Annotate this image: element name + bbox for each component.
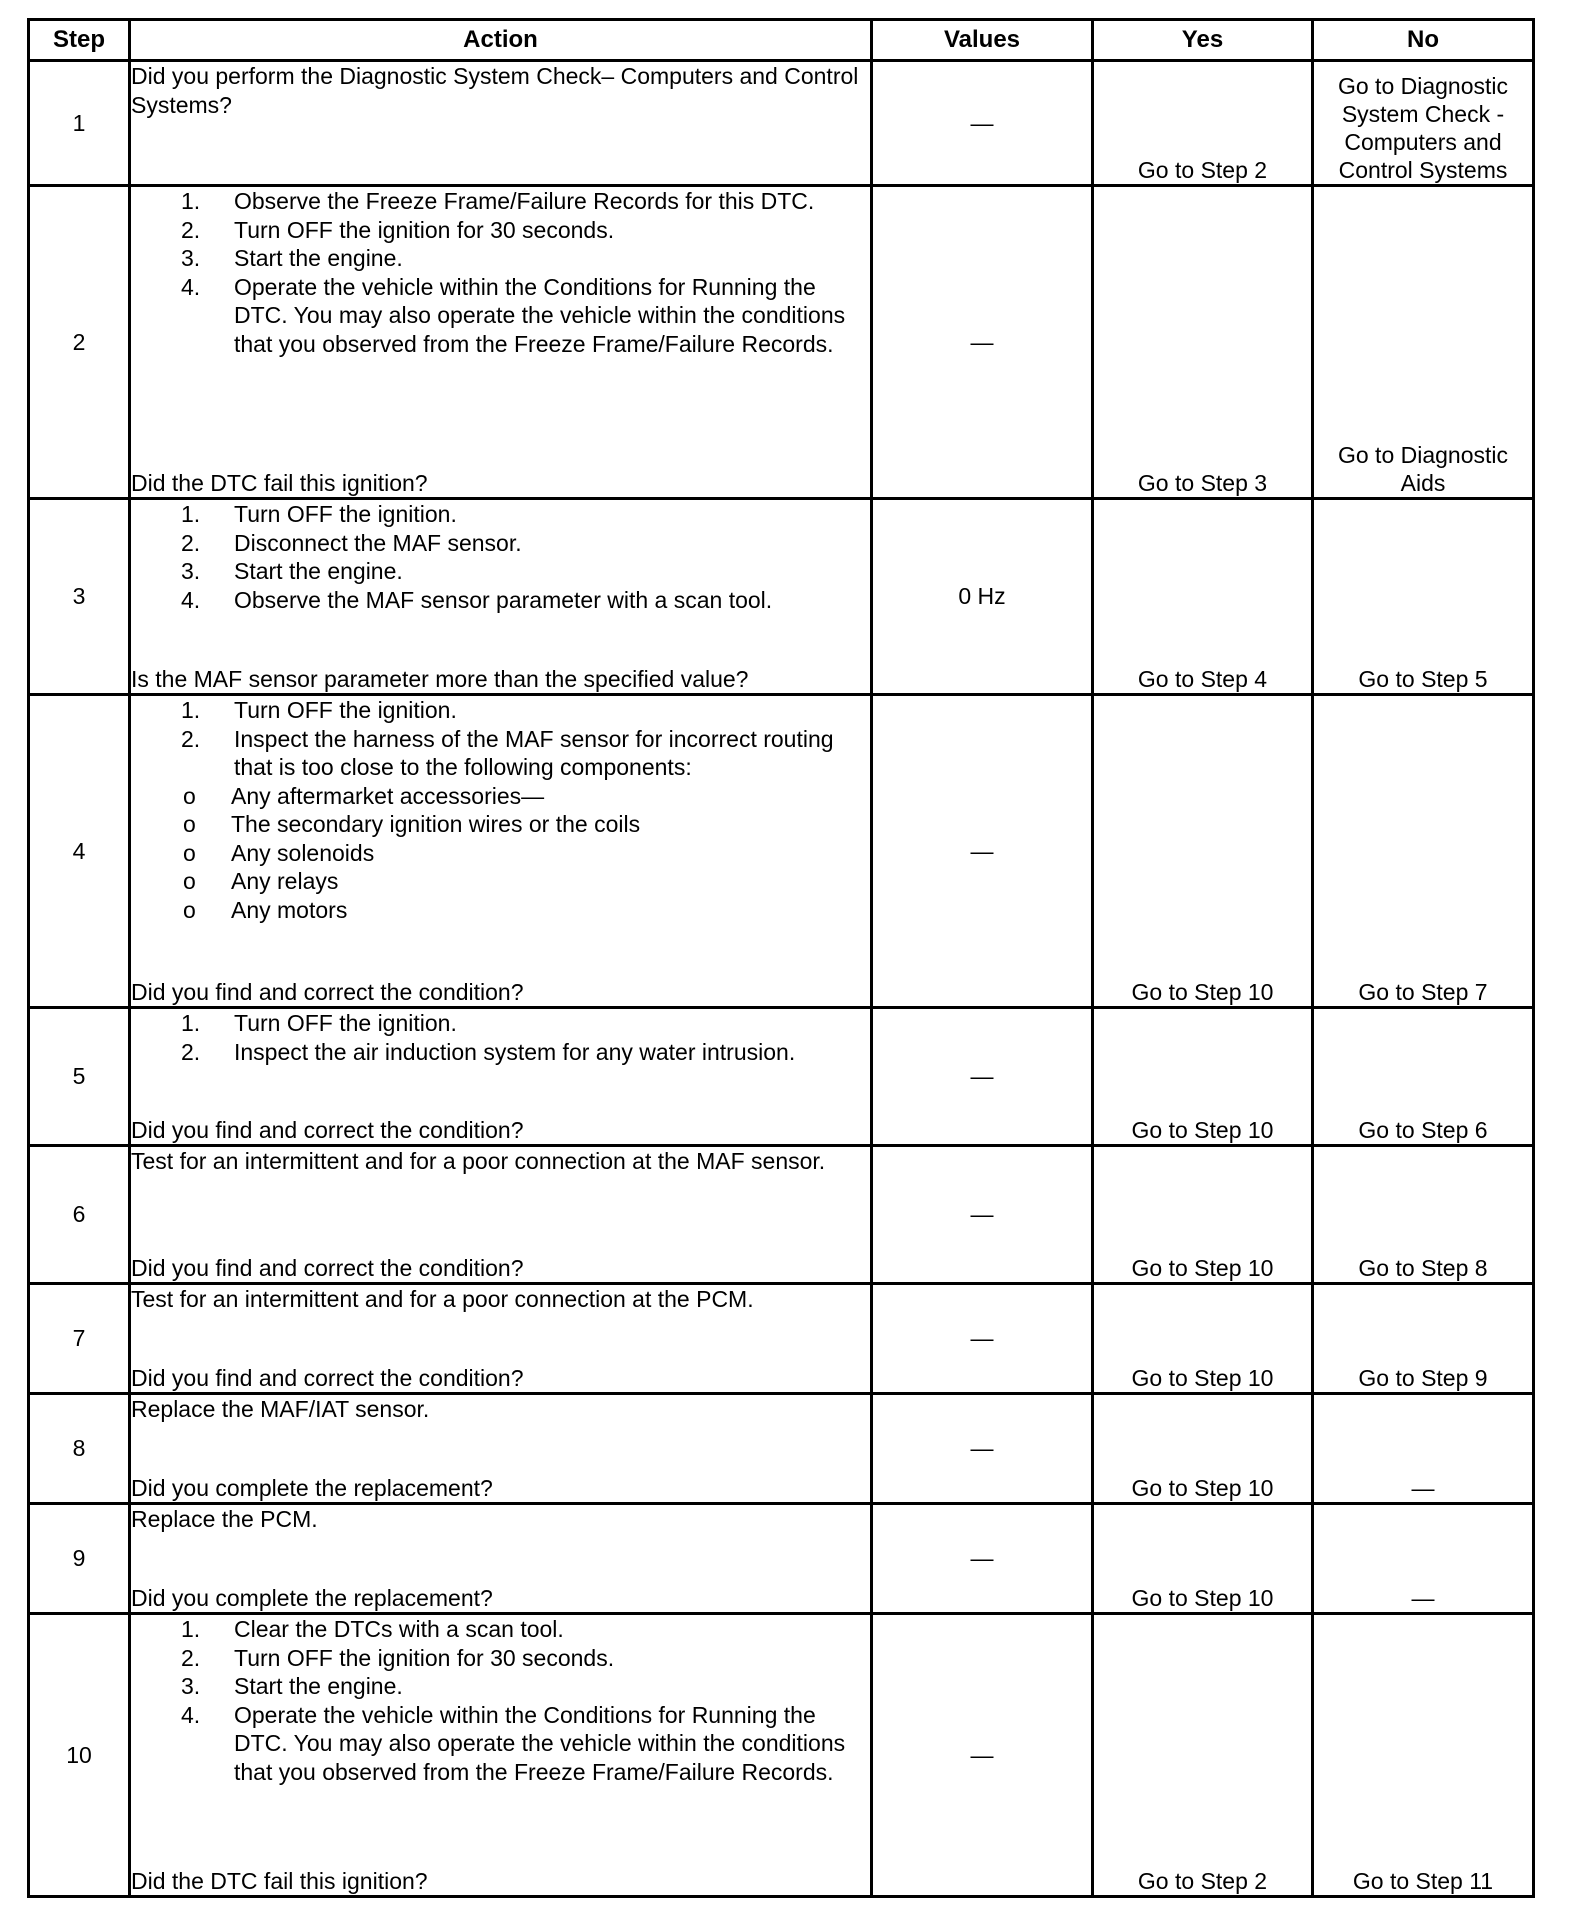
value-cell: — xyxy=(872,1284,1093,1394)
step-number: 8 xyxy=(29,1394,130,1504)
table-row xyxy=(29,1008,1534,1146)
component-item: o Any solenoids xyxy=(131,839,870,868)
no-cell: Go to Diagnostic Aids xyxy=(1313,186,1534,499)
action-steps-list xyxy=(131,696,870,782)
action-question: Did you find and correct the condition? xyxy=(131,1254,524,1281)
value-cell: — xyxy=(872,186,1093,499)
value-cell: — xyxy=(872,1614,1093,1897)
yes-cell: Go to Step 10 xyxy=(1093,1394,1313,1504)
action-cell xyxy=(130,1394,872,1504)
no-cell: — xyxy=(1313,1394,1534,1504)
action-step: 1. Turn OFF the ignition. xyxy=(131,500,870,529)
table-row xyxy=(29,1504,1534,1614)
yes-cell: Go to Step 10 xyxy=(1093,1284,1313,1394)
value-cell: — xyxy=(872,1146,1093,1284)
action-body xyxy=(131,1009,870,1066)
header-no: No xyxy=(1313,20,1534,61)
action-body xyxy=(131,62,870,119)
action-step: 1. Clear the DTCs with a scan tool. xyxy=(131,1615,870,1644)
header-row xyxy=(29,20,1534,61)
step-number: 1 xyxy=(29,61,130,186)
action-body xyxy=(131,187,870,358)
action-content xyxy=(131,1285,870,1392)
action-steps-list xyxy=(131,1009,870,1066)
action-text: Test for an intermittent and for a poor connection at the MAF sensor. xyxy=(131,1148,826,1174)
action-content xyxy=(131,1009,870,1144)
action-content xyxy=(131,500,870,693)
action-text: Did you perform the Diagnostic System Check– Computers and Control Systems? xyxy=(131,63,859,118)
table-row xyxy=(29,1284,1534,1394)
step-number: 5 xyxy=(29,1008,130,1146)
value-cell: 0 Hz xyxy=(872,499,1093,695)
table-row xyxy=(29,1146,1534,1284)
value-cell: — xyxy=(872,695,1093,1008)
action-body xyxy=(131,1395,870,1424)
action-cell xyxy=(130,186,872,499)
action-step: 3. Start the engine. xyxy=(131,1672,870,1701)
component-item: o Any motors xyxy=(131,896,870,925)
action-question: Did you find and correct the condition? xyxy=(131,978,524,1005)
component-item: o Any aftermarket accessories— xyxy=(131,782,870,811)
action-step: 4. Operate the vehicle within the Conditions for Running the DTC. You may also operate the vehicle within the conditions that you observed from the Freeze Frame/Failure Records. xyxy=(131,273,870,359)
yes-cell: Go to Step 4 xyxy=(1093,499,1313,695)
step-number: 4 xyxy=(29,695,130,1008)
step-number: 3 xyxy=(29,499,130,695)
table-row xyxy=(29,1394,1534,1504)
action-content xyxy=(131,1147,870,1282)
header-values: Values xyxy=(872,20,1093,61)
yes-cell: Go to Step 10 xyxy=(1093,1008,1313,1146)
action-text: Replace the PCM. xyxy=(131,1506,318,1532)
action-step: 2. Inspect the harness of the MAF sensor for incorrect routing that is too close to the following components: xyxy=(131,725,870,782)
table-row xyxy=(29,695,1534,1008)
component-list xyxy=(131,782,870,925)
step-number: 6 xyxy=(29,1146,130,1284)
component-item: o Any relays xyxy=(131,867,870,896)
header-action: Action xyxy=(130,20,872,61)
value-cell: — xyxy=(872,1008,1093,1146)
action-step: 1. Turn OFF the ignition. xyxy=(131,1009,870,1038)
header-step: Step xyxy=(29,20,130,61)
action-steps-list xyxy=(131,500,870,614)
action-question: Did the DTC fail this ignition? xyxy=(131,1867,428,1894)
action-text: Replace the MAF/IAT sensor. xyxy=(131,1396,430,1422)
action-content xyxy=(131,1615,870,1895)
value-cell: — xyxy=(872,1394,1093,1504)
action-text: Test for an intermittent and for a poor connection at the PCM. xyxy=(131,1286,754,1312)
action-body xyxy=(131,696,870,924)
value-cell: — xyxy=(872,1504,1093,1614)
value-cell: — xyxy=(872,61,1093,186)
action-content xyxy=(131,696,870,1006)
action-step: 1. Turn OFF the ignition. xyxy=(131,696,870,725)
step-number: 10 xyxy=(29,1614,130,1897)
table-row xyxy=(29,61,1534,186)
no-cell: — xyxy=(1313,1504,1534,1614)
yes-cell: Go to Step 10 xyxy=(1093,695,1313,1008)
no-cell: Go to Diagnostic System Check - Computers and Control Systems xyxy=(1313,61,1534,186)
action-body xyxy=(131,1285,870,1314)
action-content xyxy=(131,1505,870,1612)
action-step: 2. Disconnect the MAF sensor. xyxy=(131,529,870,558)
action-cell xyxy=(130,1614,872,1897)
table-row xyxy=(29,1614,1534,1897)
action-content xyxy=(131,187,870,497)
no-cell: Go to Step 5 xyxy=(1313,499,1534,695)
action-step: 4. Operate the vehicle within the Conditions for Running the DTC. You may also operate the vehicle within the conditions that you observed from the Freeze Frame/Failure Records. xyxy=(131,1701,870,1787)
no-cell: Go to Step 8 xyxy=(1313,1146,1534,1284)
action-body xyxy=(131,1147,870,1176)
action-body xyxy=(131,1615,870,1786)
yes-cell: Go to Step 2 xyxy=(1093,1614,1313,1897)
step-number: 9 xyxy=(29,1504,130,1614)
action-step: 2. Turn OFF the ignition for 30 seconds. xyxy=(131,1644,870,1673)
action-question: Did you complete the replacement? xyxy=(131,1584,493,1611)
action-cell xyxy=(130,499,872,695)
action-step: 1. Observe the Freeze Frame/Failure Records for this DTC. xyxy=(131,187,870,216)
action-cell xyxy=(130,1284,872,1394)
step-number: 7 xyxy=(29,1284,130,1394)
action-step: 2. Inspect the air induction system for any water intrusion. xyxy=(131,1038,870,1067)
action-question: Is the MAF sensor parameter more than the specified value? xyxy=(131,665,749,692)
action-step: 3. Start the engine. xyxy=(131,244,870,273)
action-content xyxy=(131,1395,870,1502)
no-cell: Go to Step 9 xyxy=(1313,1284,1534,1394)
action-step: 3. Start the engine. xyxy=(131,557,870,586)
yes-cell: Go to Step 10 xyxy=(1093,1504,1313,1614)
yes-cell: Go to Step 2 xyxy=(1093,61,1313,186)
action-steps-list xyxy=(131,187,870,358)
no-cell: Go to Step 11 xyxy=(1313,1614,1534,1897)
table-body xyxy=(29,61,1534,1897)
action-body xyxy=(131,1505,870,1534)
table-row xyxy=(29,186,1534,499)
component-item: o The secondary ignition wires or the coils xyxy=(131,810,870,839)
step-number: 2 xyxy=(29,186,130,499)
action-step: 4. Observe the MAF sensor parameter with a scan tool. xyxy=(131,586,870,615)
action-question: Did you find and correct the condition? xyxy=(131,1364,524,1391)
action-question: Did the DTC fail this ignition? xyxy=(131,469,428,496)
yes-cell: Go to Step 10 xyxy=(1093,1146,1313,1284)
action-question: Did you complete the replacement? xyxy=(131,1474,493,1501)
action-content xyxy=(131,62,870,184)
header-yes: Yes xyxy=(1093,20,1313,61)
action-cell xyxy=(130,61,872,186)
action-cell xyxy=(130,1008,872,1146)
no-cell: Go to Step 7 xyxy=(1313,695,1534,1008)
action-cell xyxy=(130,695,872,1008)
action-steps-list xyxy=(131,1615,870,1786)
yes-cell: Go to Step 3 xyxy=(1093,186,1313,499)
table-row xyxy=(29,499,1534,695)
action-cell xyxy=(130,1504,872,1614)
diagnostic-table xyxy=(27,18,1535,1898)
action-cell xyxy=(130,1146,872,1284)
no-cell: Go to Step 6 xyxy=(1313,1008,1534,1146)
action-body xyxy=(131,500,870,614)
action-step: 2. Turn OFF the ignition for 30 seconds. xyxy=(131,216,870,245)
action-question: Did you find and correct the condition? xyxy=(131,1116,524,1143)
